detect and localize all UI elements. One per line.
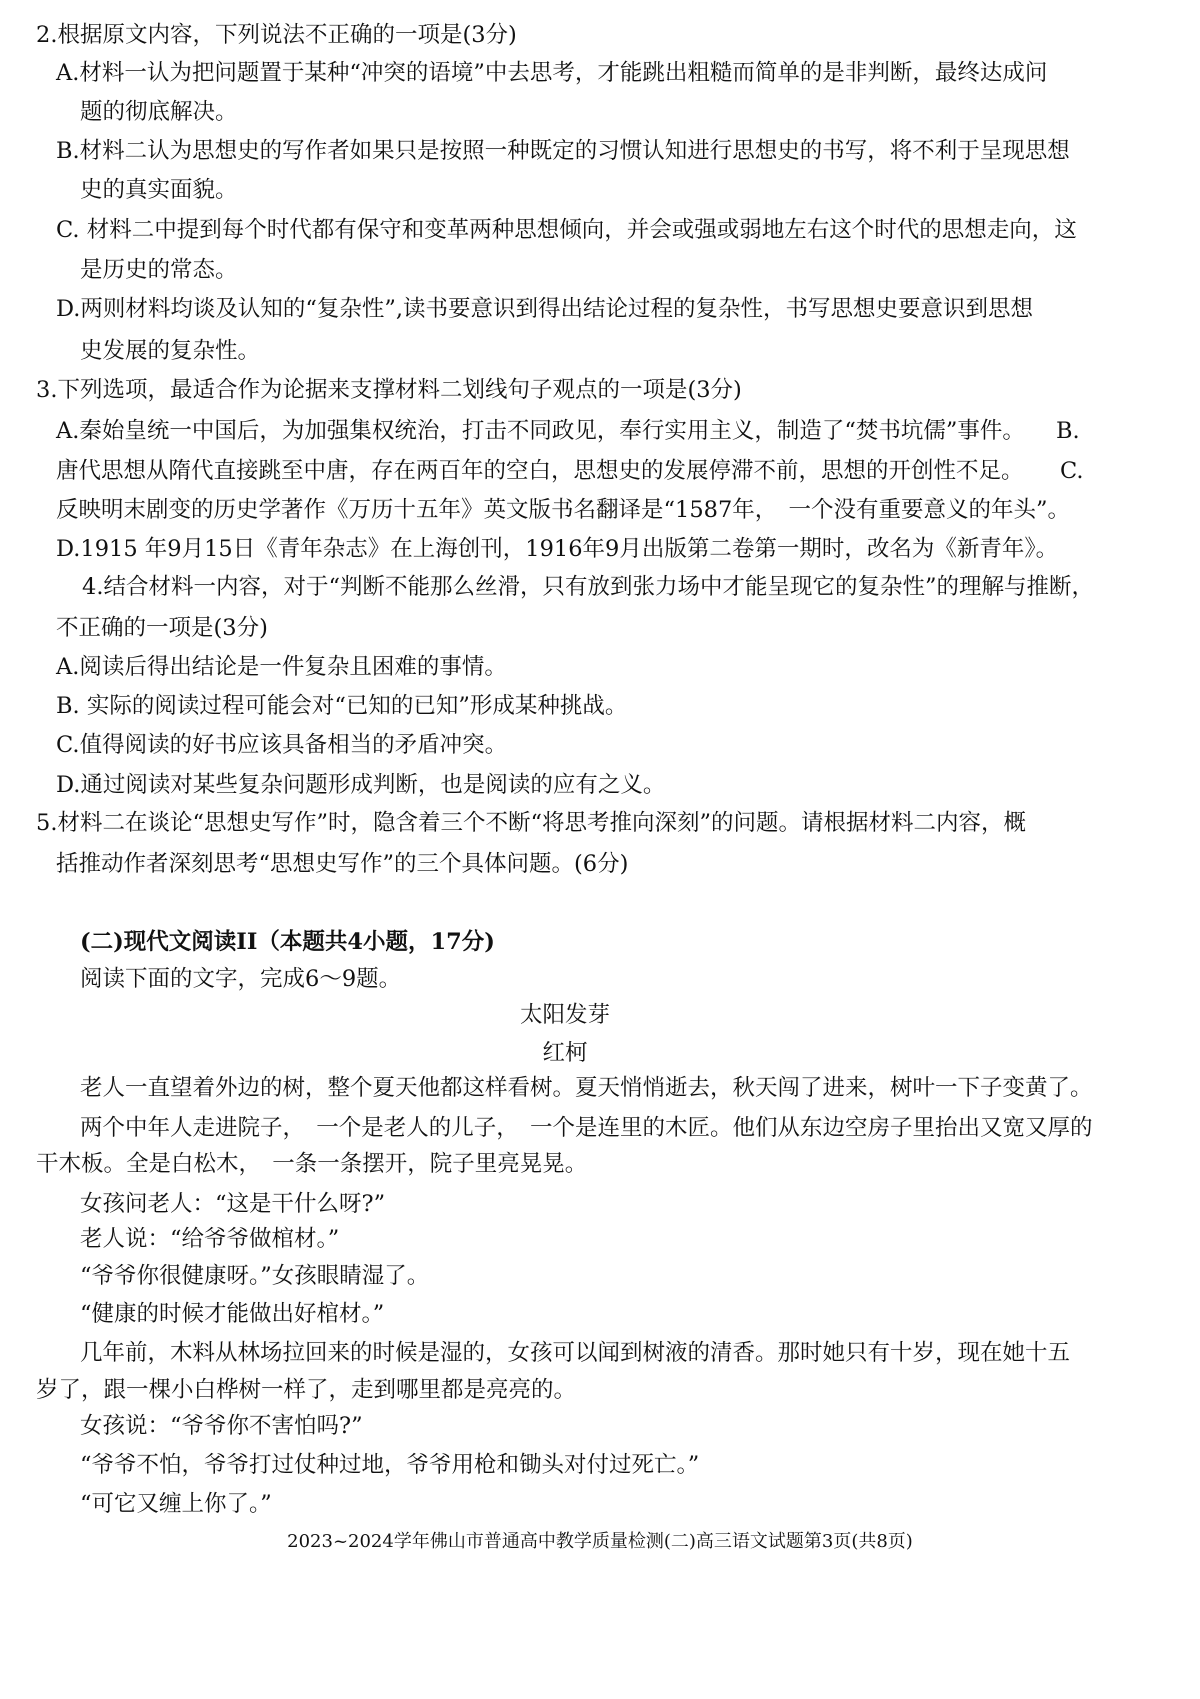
q2-option-c-line2: 是历史的常态。 <box>80 257 238 283</box>
q2-option-b-line2: 史的真实面貌。 <box>80 177 238 203</box>
q5-stem-line2: 括推动作者深刻思考“思想史写作”的三个具体问题。(6分) <box>56 851 629 877</box>
story-author: 红柯 <box>542 1040 588 1066</box>
q3-option-b: 唐代思想从隋代直接跳至中唐，存在两百年的空白，思想史的发展停滞不前，思想的开创性不足。 <box>56 458 1024 484</box>
story-paragraph-2-line1: 两个中年人走进院子， 一个是老人的儿子， 一个是连里的木匠。他们从东边空房子里抬出又宽又厚的 <box>80 1115 1093 1141</box>
q2-option-c-line1: C. 材料二中提到每个时代都有保守和变革两种思想倾向，并会或强或弱地左右这个时代的思想走向，这 <box>56 217 1077 243</box>
story-paragraph-3: 女孩问老人：“这是干什么呀?” <box>80 1191 386 1217</box>
q2-option-a-line2: 题的彻底解决。 <box>80 99 238 125</box>
story-paragraph-10: “可它又缠上你了。” <box>80 1491 272 1517</box>
q2-stem: 2.根据原文内容，下列说法不正确的一项是(3分) <box>36 22 517 48</box>
q4-option-c: C.值得阅读的好书应该具备相当的矛盾冲突。 <box>56 732 508 758</box>
story-paragraph-1: 老人一直望着外边的树，整个夏天他都这样看树。夏天悄悄逝去，秋天闯了进来，树叶一下子变黄了。 <box>80 1075 1093 1101</box>
q3-option-d: D.1915 年9月15日《青年杂志》在上海创刊，1916年9月出版第二卷第一期时，改名为《新青年》。 <box>56 536 1059 562</box>
q4-option-a: A.阅读后得出结论是一件复杂且困难的事情。 <box>56 654 507 680</box>
q4-stem-line2: 不正确的一项是(3分) <box>56 615 268 641</box>
q3-stem: 3.下列选项，最适合作为论据来支撑材料二划线句子观点的一项是(3分) <box>36 377 742 403</box>
story-paragraph-6: “健康的时候才能做出好棺材。” <box>80 1301 385 1327</box>
q4-option-d: D.通过阅读对某些复杂问题形成判断，也是阅读的应有之义。 <box>56 772 666 798</box>
story-paragraph-4: 老人说：“给爷爷做棺材。” <box>80 1226 340 1252</box>
story-title: 太阳发芽 <box>519 1002 610 1028</box>
q2-option-b-line1: B.材料二认为思想史的写作者如果只是按照一种既定的习惯认知进行思想史的书写，将不利于呈现思想 <box>56 138 1070 164</box>
story-paragraph-2-line2: 干木板。全是白松木， 一条一条摆开，院子里亮晃晃。 <box>36 1151 588 1177</box>
q3-option-b-label: B. <box>1056 418 1080 444</box>
q3-option-c: 反映明末剧变的历史学著作《万历十五年》英文版书名翻译是“1587年， 一个没有重要意义的年头”。 <box>56 497 1071 523</box>
story-paragraph-7-line1: 几年前，木料从林场拉回来的时候是湿的，女孩可以闻到树液的清香。那时她只有十岁，现在她十五 <box>80 1340 1071 1366</box>
q5-stem-line1: 5.材料二在谈论“思想史写作”时，隐含着三个不断“将思考推向深刻”的问题。请根据材料二内容，概 <box>36 810 1026 836</box>
story-paragraph-8: 女孩说：“爷爷你不害怕吗?” <box>80 1413 363 1439</box>
q2-option-a-line1: A.材料一认为把问题置于某种“冲突的语境”中去思考，才能跳出粗糙而简单的是非判断，最终达成问 <box>56 60 1048 86</box>
section-heading: (二)现代文阅读II（本题共4小题，17分) <box>80 929 495 955</box>
story-paragraph-9: “爷爷不怕，爷爷打过仗种过地，爷爷用枪和锄头对付过死亡。” <box>80 1452 700 1478</box>
page-footer: 2023~2024学年佛山市普通高中教学质量检测(二)高三语文试题第3页(共8页) <box>287 1531 913 1552</box>
section-instruction: 阅读下面的文字，完成6～9题。 <box>80 966 402 992</box>
q2-option-d-line1: D.两则材料均谈及认知的“复杂性”,读书要意识到得出结论过程的复杂性，书写思想史要意识到思想 <box>56 296 1034 322</box>
q3-option-a: A.秦始皇统一中国后，为加强集权统治，打击不同政见，奉行实用主义，制造了“焚书坑儒”事件。 <box>56 418 1025 444</box>
story-paragraph-5: “爷爷你很健康呀。”女孩眼睛湿了。 <box>80 1263 430 1289</box>
story-paragraph-7-line2: 岁了，跟一棵小白桦树一样了，走到哪里都是亮亮的。 <box>36 1377 577 1403</box>
q4-stem-line1: 4.结合材料一内容，对于“判断不能那么丝滑，只有放到张力场中才能呈现它的复杂性”的理解与推断， <box>82 574 1094 600</box>
q4-option-b: B. 实际的阅读过程可能会对“已知的已知”形成某种挑战。 <box>56 693 628 719</box>
q2-option-d-line2: 史发展的复杂性。 <box>80 338 261 364</box>
q3-option-c-label: C. <box>1060 458 1084 484</box>
